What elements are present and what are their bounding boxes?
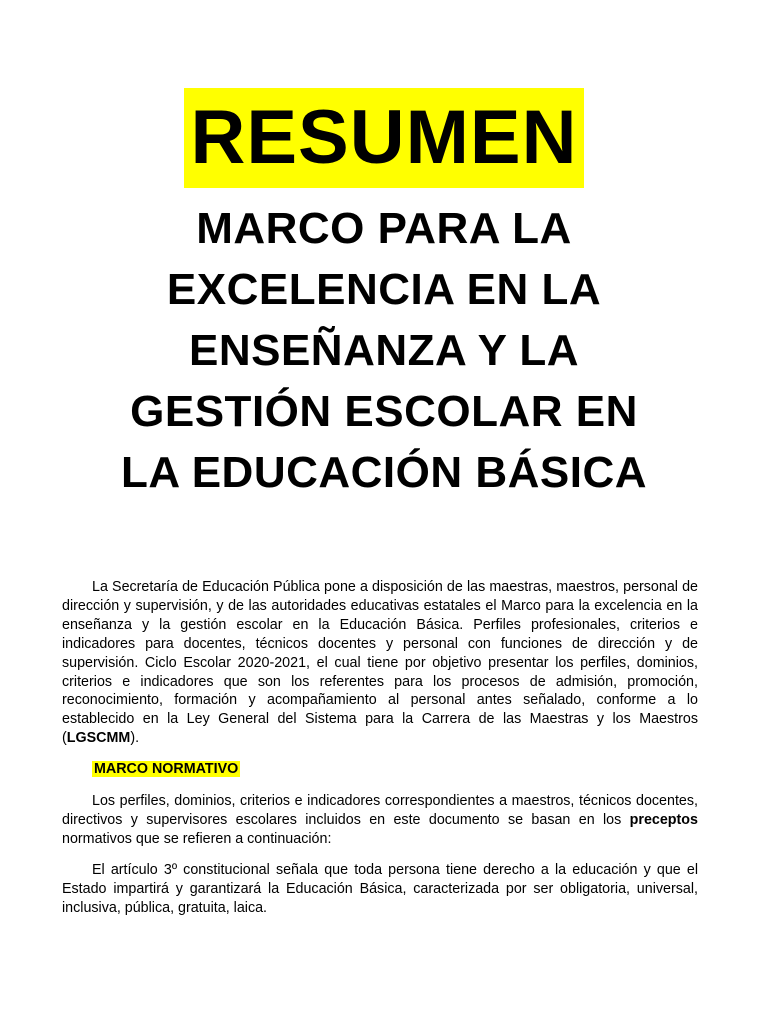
article-paragraph [62,861,698,918]
document-title: MARCO PARA LA EXCELENCIA EN LA ENSEÑANZA Y LA GESTIÓN ESCOLAR EN LA EDUCACIÓN BÁSICA [120,204,648,497]
normative-text-end: normativos que se refieren a continuación: [62,830,332,847]
section-heading-marco-normativo [92,760,240,778]
normative-text: Los perfiles, dominios, criterios e indicadores correspondientes a maestros, técnicos docentes, directivos y supervisores escolares incluidos en este documento se basan en los [62,793,698,828]
intro-text: La Secretaría de Educación Pública pone a disposición de las maestras, maestros, personal de dirección y supervisión, y de las autoridades educativas estatales el Marco para la excelencia en la enseñanza y la gestión escolar en la Educación Básica. Perfiles profesionales, criterios e indicadores para docentes, técnicos docentes y personal con funciones de dirección y de supervisión. Ciclo Escolar 2020-2021, el cual tiene por objetivo presentar los perfiles, dominios, criterios e indicadores que son los referentes para los procesos de admisión, promoción, reconocimiento, formación y acompañamiento al personal antes señalado, conforme a lo establecido en la Ley General del Sistema para la Carrera de las Maestras y los Maestros ( [62,579,698,747]
intro-text-end: ). [130,730,140,747]
resumen-banner [0,88,768,188]
intro-paragraph [62,578,698,748]
resumen-label: RESUMEN [184,88,583,188]
intro-bold-term: LGSCMM [66,730,131,747]
article-text: El artículo 3º constitucional señala que toda persona tiene derecho a la educación y que el Estado impartirá y garantizará la Educación Básica, caracterizada por ser obligatoria, universal, inclusiva, pública, gratuita, laica. [62,862,698,916]
normative-paragraph [62,792,698,849]
normative-bold-term: preceptos [629,811,698,828]
section-heading-label: MARCO NORMATIVO [94,761,239,777]
